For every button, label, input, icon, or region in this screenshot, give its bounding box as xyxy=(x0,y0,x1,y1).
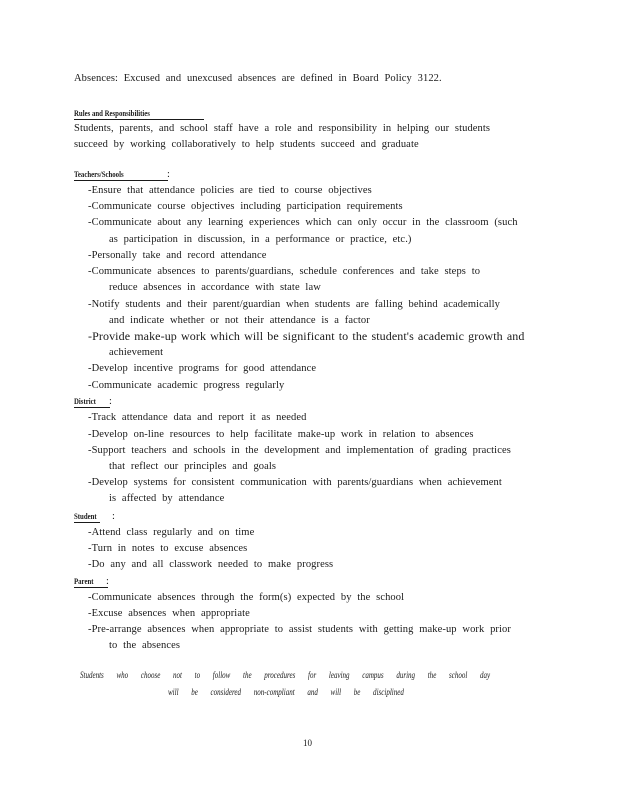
parent-item: -Communicate absences through the form(s) expected by the school xyxy=(88,592,405,603)
teachers-item: -Communicate academic progress regularly xyxy=(88,380,285,391)
rules-heading: Rules and Responsibilities xyxy=(74,109,150,118)
teachers-item: -Notify students and their parent/guardian when students are falling behind academically xyxy=(88,299,501,310)
teachers-heading-colon: : xyxy=(167,169,171,180)
closing-statement-line-1: Students who choose not to follow the procedures for leaving campus during the school day xyxy=(80,670,491,680)
teachers-item: -Ensure that attendance policies are tied to course objectives xyxy=(88,185,372,196)
teachers-item: -Communicate absences to parents/guardians, schedule conferences and take steps to xyxy=(88,266,481,277)
district-heading: District xyxy=(74,397,96,406)
rules-line-1: Students, parents, and school staff have a role and responsibility in helping our students xyxy=(74,123,491,134)
teachers-item-continued: as participation in discussion, in a performance or practice, etc.) xyxy=(109,234,412,245)
student-heading-underline xyxy=(74,522,100,523)
parent-heading-underline xyxy=(74,587,108,588)
student-heading: Student xyxy=(74,512,97,521)
student-item: -Do any and all classwork needed to make progress xyxy=(88,559,334,570)
teachers-item: -Communicate course objectives including participation requirements xyxy=(88,201,403,212)
rules-heading-underline xyxy=(74,119,204,120)
district-heading-underline xyxy=(74,407,110,408)
teachers-item-continued: and indicate whether or not their attendance is a factor xyxy=(109,315,370,326)
closing-statement-line-2: will be considered non-compliant and will be disciplined xyxy=(168,687,404,697)
teachers-item: -Provide make-up work which will be significant to the student's academic growth and xyxy=(88,329,525,343)
parent-item: -Excuse absences when appropriate xyxy=(88,608,250,619)
teachers-item: -Develop incentive programs for good attendance xyxy=(88,363,317,374)
rules-line-2: succeed by working collaboratively to help students succeed and graduate xyxy=(74,139,419,150)
teachers-item: -Personally take and record attendance xyxy=(88,250,267,261)
district-item-continued: that reflect our principles and goals xyxy=(109,461,277,472)
district-item: -Track attendance data and report it as needed xyxy=(88,412,307,423)
student-item: -Attend class regularly and on time xyxy=(88,527,255,538)
page-number: 10 xyxy=(303,738,312,748)
teachers-item-continued: reduce absences in accordance with state law xyxy=(109,282,321,293)
teachers-heading-underline xyxy=(74,180,168,181)
district-item: -Develop systems for consistent communication with parents/guardians when achievement xyxy=(88,477,502,488)
parent-item-continued: to the absences xyxy=(109,640,181,651)
student-heading-colon: : xyxy=(112,511,116,522)
parent-heading-colon: : xyxy=(106,576,110,587)
teachers-heading: Teachers/Schools xyxy=(74,170,124,179)
district-item: -Develop on-line resources to help facilitate make-up work in relation to absences xyxy=(88,429,474,440)
parent-heading: Parent xyxy=(74,577,94,586)
district-item: -Support teachers and schools in the development and implementation of grading practices xyxy=(88,445,511,456)
student-item: -Turn in notes to excuse absences xyxy=(88,543,248,554)
district-item-continued: is affected by attendance xyxy=(109,493,225,504)
absences-definition: Absences: Excused and unexcused absences are defined in Board Policy 3122. xyxy=(74,73,442,84)
parent-item: -Pre-arrange absences when appropriate to assist students with getting make-up work prior xyxy=(88,624,511,635)
district-heading-colon: : xyxy=(109,396,113,407)
teachers-item-continued: achievement xyxy=(109,347,164,358)
teachers-item: -Communicate about any learning experiences which can only occur in the classroom (such xyxy=(88,217,518,228)
